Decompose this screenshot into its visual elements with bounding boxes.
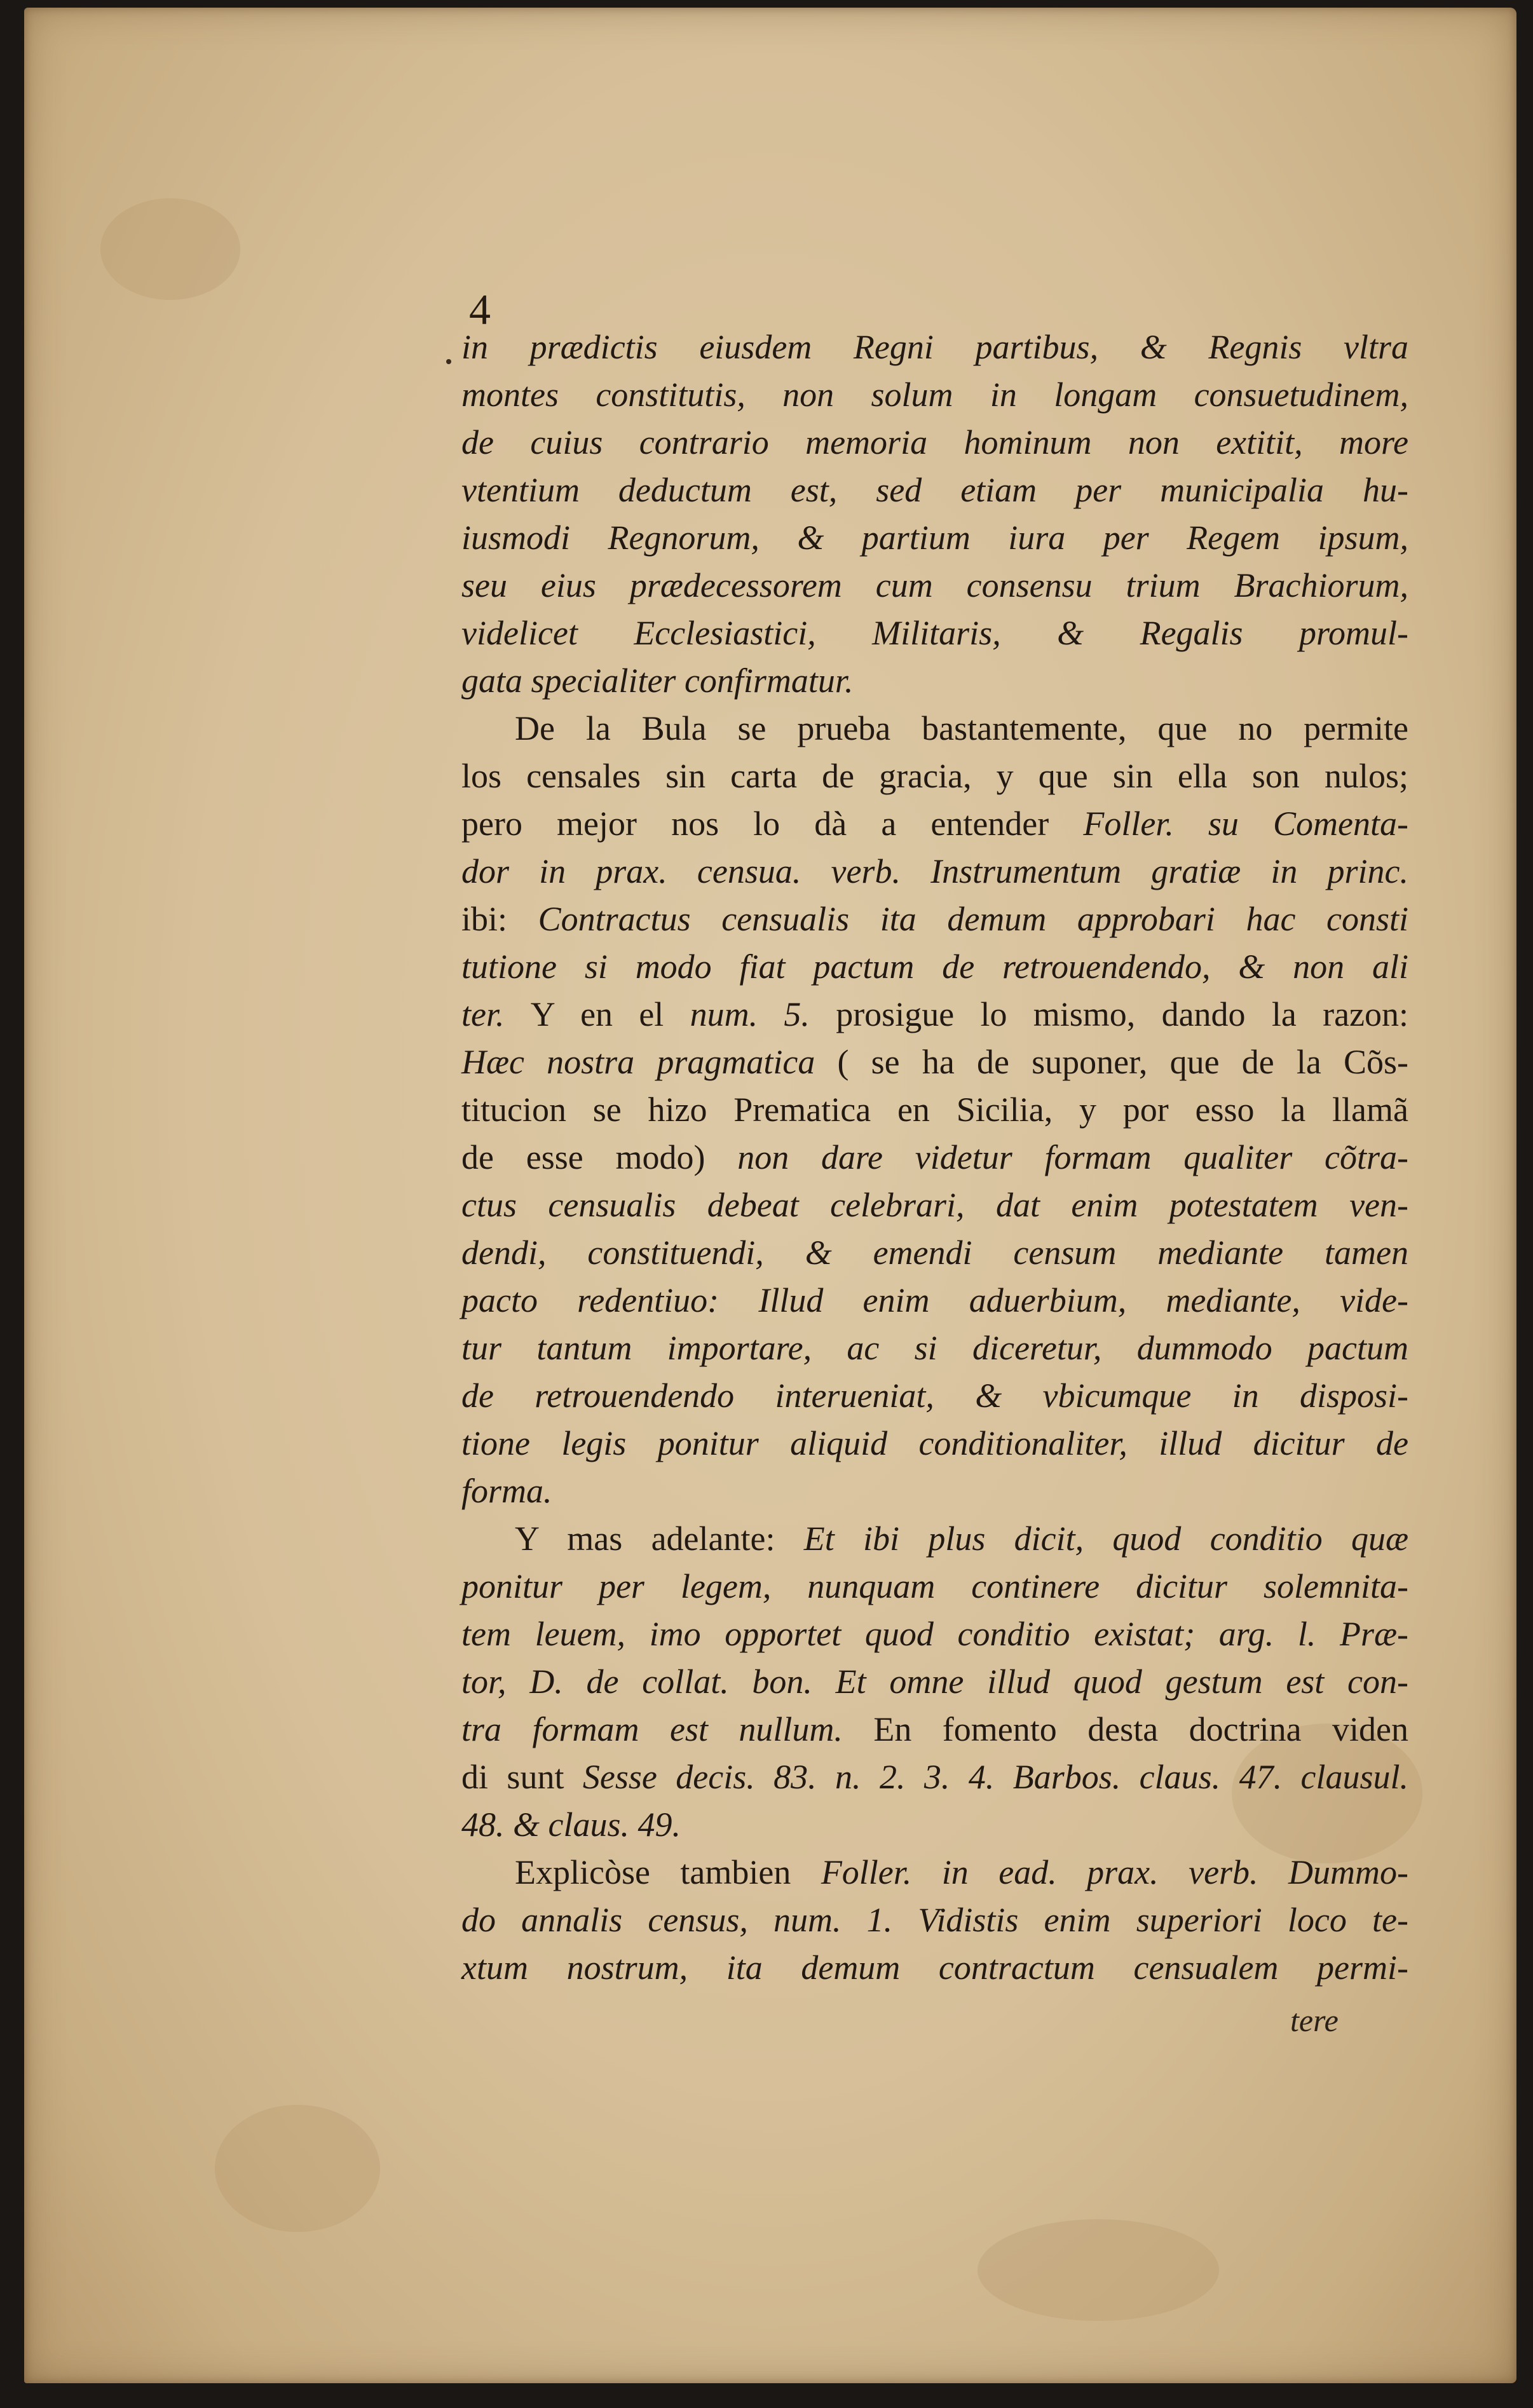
text-line <box>461 1896 1408 1943</box>
text-line <box>461 704 1408 752</box>
text-line <box>461 1133 1408 1181</box>
text-segment: Explicòse tambien <box>515 1853 821 1891</box>
text-line <box>461 1943 1408 1991</box>
text-segment: num. 5. <box>690 995 836 1033</box>
text-segment: pacto redentiuo: Illud enim aduerbium, mediante, vide- <box>461 1281 1408 1319</box>
text-segment: Contractus censualis ita demum approbari hac consti <box>538 900 1408 938</box>
text-line <box>461 1610 1408 1657</box>
text-line <box>461 1276 1408 1324</box>
text-line <box>461 1562 1408 1610</box>
catchword: tere <box>1290 2003 1339 2038</box>
text-line <box>461 847 1408 895</box>
text-segment: Y mas adelante: <box>515 1520 804 1558</box>
text-line <box>461 1705 1408 1753</box>
text-segment: do annalis census, num. 1. Vidistis enim superiori loco te- <box>461 1901 1408 1939</box>
text-segment: titucion se hizo Prematica en Sicilia, y por esso la llamã <box>461 1091 1408 1129</box>
text-line <box>461 1181 1408 1228</box>
text-line <box>461 609 1408 656</box>
text-line <box>461 1800 1408 1848</box>
text-segment: ibi: <box>461 900 538 938</box>
text-segment: de retrouendendo interueniat, & vbicumque in disposi- <box>461 1377 1408 1415</box>
text-segment: montes constitutis, non solum in longam consuetudinem, <box>461 376 1408 414</box>
text-line <box>461 466 1408 514</box>
text-line <box>461 1085 1408 1133</box>
text-line <box>461 990 1408 1038</box>
text-segment: tur tantum importare, ac si diceretur, dummodo pactum <box>461 1329 1408 1367</box>
text-line <box>461 514 1408 561</box>
text-segment: dor in prax. censua. verb. Instrumentum gratiæ in princ. <box>461 852 1408 890</box>
text-line <box>461 1038 1408 1085</box>
text-segment: forma. <box>461 1472 552 1510</box>
text-segment: non dare videtur formam qualiter cõtra- <box>737 1138 1408 1176</box>
text-line <box>461 1848 1408 1896</box>
text-line <box>461 799 1408 847</box>
text-segment: tione legis ponitur aliquid conditionaliter, illud dicitur de <box>461 1424 1408 1462</box>
text-segment: los censales sin carta de gracia, y que sin ella son nulos; <box>461 757 1408 795</box>
text-segment: ( se ha de suponer, que de la Cõs- <box>837 1043 1409 1081</box>
text-segment: di sunt <box>461 1758 583 1796</box>
text-segment: dendi, constituendi, & emendi censum mediante tamen <box>461 1234 1408 1272</box>
text-line <box>461 1753 1408 1800</box>
text-segment: Hæc nostra pragmatica <box>461 1043 838 1081</box>
text-line <box>461 656 1408 704</box>
text-segment: En fomento desta doctrina viden <box>873 1710 1408 1748</box>
text-segment: De la Bula se prueba bastantemente, que no permite <box>515 709 1408 747</box>
text-line <box>461 371 1408 418</box>
text-line <box>461 1514 1408 1562</box>
text-segment: gata specialiter confirmatur. <box>461 662 854 700</box>
text-segment: Foller. in ead. prax. verb. Dummo- <box>821 1853 1408 1891</box>
text-segment: xtum nostrum, ita demum contractum censualem permi- <box>461 1949 1408 1987</box>
text-segment: tra formam est nullum. <box>461 1710 874 1748</box>
text-segment: Y en el <box>530 995 690 1033</box>
text-line <box>461 323 1408 371</box>
text-segment: ctus censualis debeat celebrari, dat enim potestatem ven- <box>461 1186 1408 1224</box>
text-segment: tor, D. de collat. bon. Et omne illud quod gestum est con- <box>461 1663 1408 1701</box>
text-line <box>461 1371 1408 1419</box>
text-line <box>461 752 1408 799</box>
text-line <box>461 1419 1408 1467</box>
text-segment: videlicet Ecclesiastici, Militaris, & Regalis promul- <box>461 614 1408 652</box>
text-segment: de cuius contrario memoria hominum non extitit, more <box>461 423 1408 461</box>
text-segment: prosigue lo mismo, dando la razon: <box>836 995 1409 1033</box>
page-number: 4 <box>469 285 491 334</box>
text-line <box>461 1657 1408 1705</box>
text-segment: 48. & claus. 49. <box>461 1806 681 1844</box>
text-line <box>461 561 1408 609</box>
text-line <box>461 1467 1408 1514</box>
text-segment: Sesse decis. 83. n. 2. 3. 4. Barbos. claus. 47. clausul. <box>582 1758 1408 1796</box>
text-line <box>461 942 1408 990</box>
text-segment: vtentium deductum est, sed etiam per municipalia hu- <box>461 471 1408 509</box>
text-line <box>461 1228 1408 1276</box>
text-segment: pero mejor nos lo dà a entender <box>461 805 1084 843</box>
text-segment: in prædictis eiusdem Regni partibus, & Regnis vltra <box>461 328 1408 366</box>
text-line <box>461 895 1408 942</box>
text-line <box>461 418 1408 466</box>
body-text <box>461 323 1408 1991</box>
text-segment: ponitur per legem, nunquam continere dicitur solemnita- <box>461 1567 1408 1605</box>
text-segment: tutione si modo fiat pactum de retrouendendo, & non ali <box>461 948 1408 986</box>
margin-mark <box>446 359 451 364</box>
text-segment: seu eius prædecessorem cum consensu trium Brachiorum, <box>461 566 1408 604</box>
text-segment: tem leuem, imo opportet quod conditio existat; arg. l. Præ- <box>461 1615 1408 1653</box>
text-segment: de esse modo) <box>461 1138 738 1176</box>
text-segment: ter. <box>461 995 531 1033</box>
text-segment: Foller. su Comenta- <box>1083 805 1408 843</box>
text-segment: iusmodi Regnorum, & partium iura per Regem ipsum, <box>461 519 1408 557</box>
text-segment: Et ibi plus dicit, quod conditio quæ <box>803 1520 1409 1558</box>
text-line <box>461 1324 1408 1371</box>
